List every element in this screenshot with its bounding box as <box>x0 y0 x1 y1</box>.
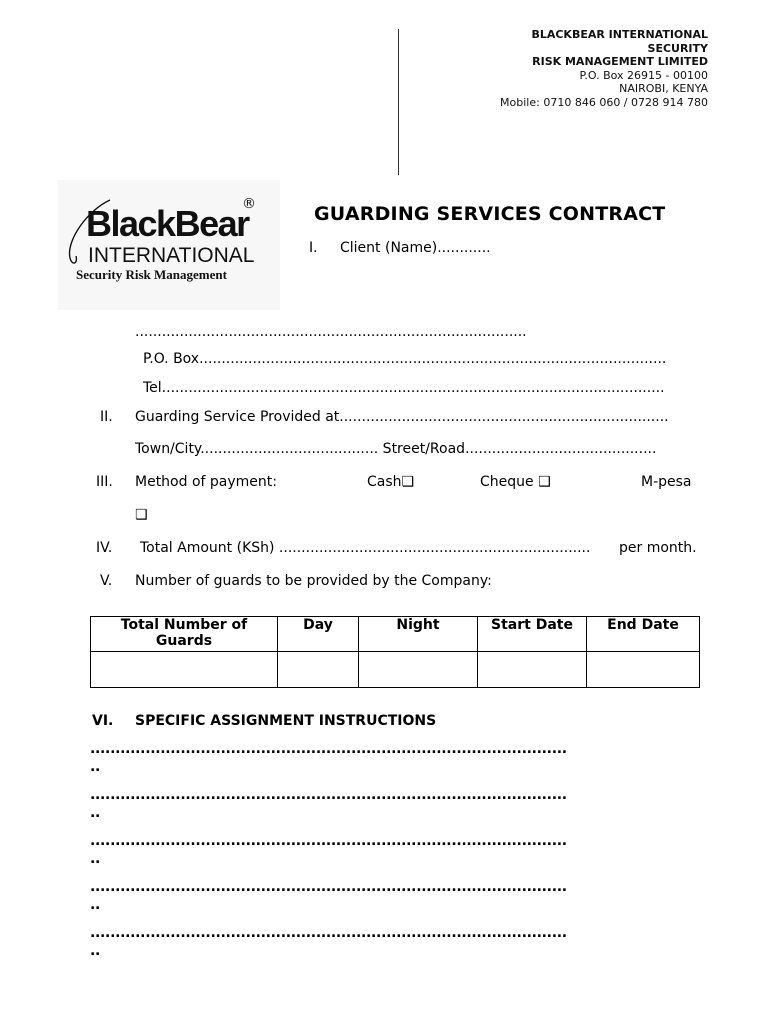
guards-table-header <box>91 617 700 652</box>
company-address <box>500 28 708 110</box>
section-i-number: I. <box>309 240 318 256</box>
company-name-line3: RISK MANAGEMENT LIMITED <box>532 55 708 69</box>
logo-subtitle: INTERNATIONAL <box>88 244 255 267</box>
company-name-line1: BLACKBEAR INTERNATIONAL <box>531 28 708 41</box>
cell-total-guards[interactable] <box>91 652 278 688</box>
company-name-line2: SECURITY <box>647 41 708 55</box>
col-end-date: End Date <box>587 617 700 652</box>
tel-field: Tel................................................................................................................. <box>143 380 665 396</box>
instruction-line-3-tail: .. <box>90 851 101 867</box>
instruction-line-3[interactable]: ............................................................................................... <box>90 833 567 849</box>
cell-end-date[interactable] <box>587 652 700 688</box>
company-mobile: Mobile: 0710 846 060 / 0728 914 780 <box>500 95 708 109</box>
instruction-line-1[interactable]: ............................................................................................... <box>90 741 567 757</box>
instruction-line-5-tail: .. <box>90 943 101 959</box>
page-title: GUARDING SERVICES CONTRACT <box>314 203 666 225</box>
per-month-label: per month. <box>619 540 697 556</box>
payment-method-label: Method of payment: <box>135 474 277 490</box>
col-total-guards: Total Number of Guards <box>91 617 278 652</box>
cash-checkbox[interactable]: Cash❑ <box>367 474 415 490</box>
instruction-line-4-tail: .. <box>90 897 101 913</box>
cell-start-date[interactable] <box>478 652 587 688</box>
total-amount-field: Total Amount (KSh) ...................................................................... <box>140 540 591 556</box>
instruction-line-4[interactable]: ............................................................................................... <box>90 879 567 895</box>
logo-registered-mark: ® <box>242 196 256 212</box>
blackbear-logo <box>58 180 280 310</box>
guards-count-label: Number of guards to be provided by the Company: <box>135 573 492 589</box>
section-ii-number: II. <box>100 409 113 425</box>
col-day: Day <box>278 617 359 652</box>
client-name-dots: ........................................................................................ <box>135 324 527 340</box>
cheque-checkbox[interactable]: Cheque ❑ <box>480 474 551 490</box>
logo-brand: BlackBear <box>86 203 249 244</box>
company-pobox: P.O. Box 26915 - 00100 <box>579 68 708 82</box>
guards-table-row <box>91 652 700 688</box>
client-name-label: Client (Name)............ <box>340 240 491 256</box>
town-street-field: Town/City........................................ Street/Road........................................... <box>135 441 657 457</box>
instruction-line-2-tail: .. <box>90 805 101 821</box>
section-iii-number: III. <box>96 474 113 490</box>
section-iv-number: IV. <box>96 540 113 556</box>
logo-tagline: Security Risk Management <box>76 267 227 282</box>
mpesa-label: M-pesa <box>641 474 692 490</box>
instruction-line-2[interactable]: ............................................................................................... <box>90 787 567 803</box>
cell-day[interactable] <box>278 652 359 688</box>
section-v-number: V. <box>100 573 113 589</box>
instruction-line-5[interactable]: ............................................................................................... <box>90 925 567 941</box>
pobox-field: P.O. Box......................................................................................................... <box>143 351 667 367</box>
instruction-line-1-tail: .. <box>90 759 101 775</box>
section-vi-number: VI. <box>92 713 114 729</box>
section-vi-heading: SPECIFIC ASSIGNMENT INSTRUCTIONS <box>135 713 437 729</box>
company-city: NAIROBI, KENYA <box>619 82 708 96</box>
divider-line <box>398 29 399 175</box>
cell-night[interactable] <box>359 652 478 688</box>
service-location-field: Guarding Service Provided at.......................................................................... <box>135 409 669 425</box>
col-start-date: Start Date <box>478 617 587 652</box>
col-night: Night <box>359 617 478 652</box>
mpesa-checkbox[interactable]: ❑ <box>135 507 148 523</box>
guards-table <box>90 616 700 688</box>
